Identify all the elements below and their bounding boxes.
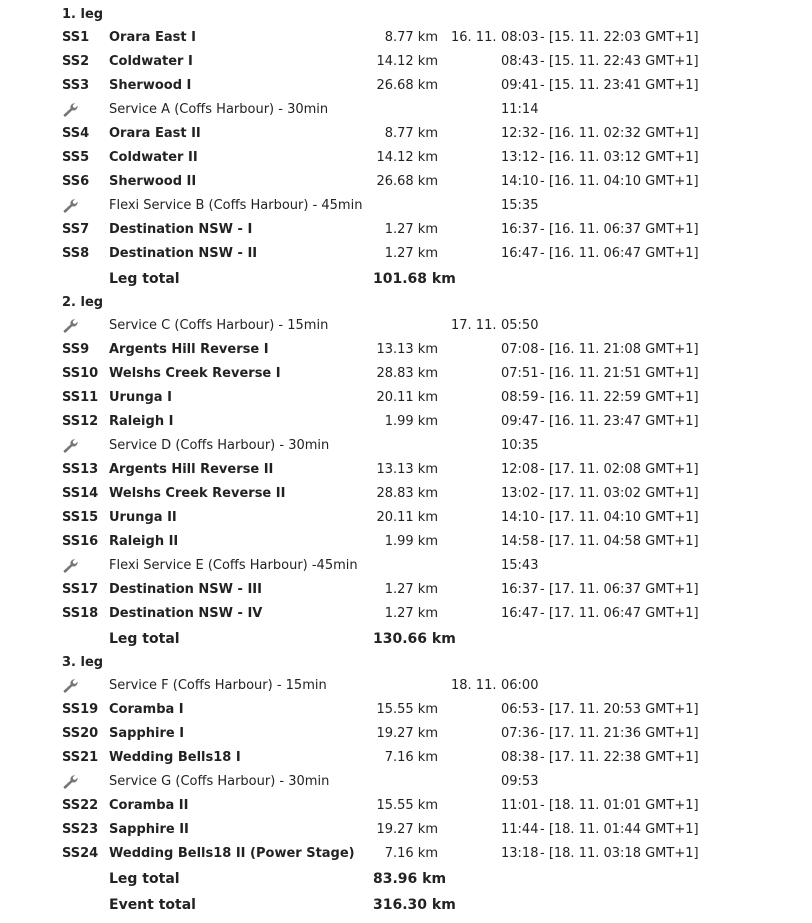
total-value: 83.96 km [373,871,447,887]
stage-distance: 13.13 km [376,342,438,357]
stage-local-time: - [17. 11. 20:53 GMT+1] [540,702,699,717]
stage-local-time: - [16. 11. 21:51 GMT+1] [540,366,699,381]
stage-local-time: - [16. 11. 06:37 GMT+1] [540,222,699,237]
service-time: 09:53 [501,774,539,789]
stage-row [0,794,812,818]
total-value: 316.30 km [373,897,456,913]
stage-code: SS16 [62,534,99,549]
stage-distance: 1.27 km [384,246,438,261]
leg-header [0,652,812,674]
stage-row [0,26,812,50]
service-row [0,674,812,698]
stage-row [0,602,812,626]
stage-date: 16. 11. [451,30,497,45]
leg-total-row [0,626,812,652]
service-time: 06:00 [501,678,539,693]
stage-name: Wedding Bells18 II (Power Stage) [109,846,355,861]
stage-time: 14:10 [501,510,539,525]
stage-row [0,722,812,746]
stage-name: Raleigh II [109,534,179,549]
service-row [0,434,812,458]
service-time: 15:43 [501,558,539,573]
total-label: Leg total [109,271,180,287]
stage-row [0,386,812,410]
stage-local-time: - [18. 11. 01:44 GMT+1] [540,822,699,837]
stage-row [0,506,812,530]
service-time: 05:50 [501,318,539,333]
stage-code: SS21 [62,750,99,765]
service-row [0,770,812,794]
stage-distance: 1.27 km [384,222,438,237]
stage-name: Destination NSW - II [109,246,258,261]
stage-code: SS1 [62,30,90,45]
stage-code: SS19 [62,702,99,717]
service-row [0,98,812,122]
stage-time: 09:47 [501,414,539,429]
stage-name: Urunga II [109,510,177,525]
stage-local-time: - [17. 11. 06:47 GMT+1] [540,606,699,621]
stage-row [0,578,812,602]
stage-local-time: - [15. 11. 22:03 GMT+1] [540,30,699,45]
leg-title: 2. leg [62,295,104,310]
stage-distance: 15.55 km [376,798,438,813]
stage-distance: 26.68 km [376,174,438,189]
stage-name: Wedding Bells18 I [109,750,241,765]
leg-header [0,4,812,26]
total-label: Event total [109,897,196,913]
stage-time: 13:02 [501,486,539,501]
stage-name: Urunga I [109,390,172,405]
stage-code: SS23 [62,822,99,837]
stage-local-time: - [18. 11. 03:18 GMT+1] [540,846,699,861]
stage-distance: 1.27 km [384,606,438,621]
stage-name: Coldwater I [109,54,193,69]
stage-time: 14:10 [501,174,539,189]
stage-name: Coramba I [109,702,184,717]
stage-time: 07:36 [501,726,539,741]
stage-row [0,362,812,386]
stage-code: SS8 [62,246,90,261]
service-time: 11:14 [501,102,539,117]
stage-name: Destination NSW - I [109,222,253,237]
stage-time: 08:38 [501,750,539,765]
stage-local-time: - [16. 11. 23:47 GMT+1] [540,414,699,429]
stage-code: SS14 [62,486,99,501]
stage-local-time: - [16. 11. 21:08 GMT+1] [540,342,699,357]
stage-local-time: - [17. 11. 04:10 GMT+1] [540,510,699,525]
stage-name: Coramba II [109,798,189,813]
stage-name: Sapphire II [109,822,189,837]
wrench-icon [62,678,80,694]
stage-code: SS12 [62,414,99,429]
stage-code: SS6 [62,174,90,189]
stage-time: 08:03 [501,30,539,45]
stage-row [0,410,812,434]
stage-time: 09:41 [501,78,539,93]
stage-time: 12:08 [501,462,539,477]
service-row [0,194,812,218]
total-label: Leg total [109,631,180,647]
stage-code: SS17 [62,582,99,597]
service-name: Service D (Coffs Harbour) - 30min [109,438,330,453]
stage-local-time: - [17. 11. 04:58 GMT+1] [540,534,699,549]
stage-code: SS7 [62,222,90,237]
stage-code: SS11 [62,390,99,405]
stage-distance: 14.12 km [376,54,438,69]
stage-code: SS22 [62,798,99,813]
stage-local-time: - [18. 11. 01:01 GMT+1] [540,798,699,813]
stage-row [0,458,812,482]
stage-time: 08:59 [501,390,539,405]
stage-name: Welshs Creek Reverse I [109,366,281,381]
stage-name: Sherwood I [109,78,192,93]
stage-row [0,170,812,194]
stage-row [0,530,812,554]
wrench-icon [62,318,80,334]
stage-local-time: - [16. 11. 03:12 GMT+1] [540,150,699,165]
stage-code: SS4 [62,126,90,141]
stage-code: SS2 [62,54,90,69]
service-row [0,554,812,578]
stage-time: 13:18 [501,846,539,861]
stage-name: Destination NSW - IV [109,606,263,621]
stage-local-time: - [16. 11. 22:59 GMT+1] [540,390,699,405]
stage-distance: 15.55 km [376,702,438,717]
stage-local-time: - [16. 11. 04:10 GMT+1] [540,174,699,189]
stage-time: 13:12 [501,150,539,165]
service-name: Flexi Service E (Coffs Harbour) -45min [109,558,358,573]
stage-time: 11:01 [501,798,539,813]
stage-code: SS5 [62,150,90,165]
stage-code: SS9 [62,342,90,357]
service-name: Service A (Coffs Harbour) - 30min [109,102,329,117]
stage-distance: 28.83 km [376,366,438,381]
stage-local-time: - [17. 11. 02:08 GMT+1] [540,462,699,477]
stage-row [0,50,812,74]
stage-row [0,218,812,242]
stage-distance: 8.77 km [384,30,438,45]
stage-row [0,146,812,170]
stage-row [0,698,812,722]
stage-row [0,818,812,842]
stage-local-time: - [15. 11. 22:43 GMT+1] [540,54,699,69]
leg-total-row [0,266,812,292]
service-date: 17. 11. [451,318,497,333]
stage-row [0,842,812,866]
stage-row [0,482,812,506]
stage-local-time: - [17. 11. 03:02 GMT+1] [540,486,699,501]
event-total-row [0,892,812,918]
service-time: 15:35 [501,198,539,213]
stage-time: 16:47 [501,606,539,621]
leg-total-row [0,866,812,892]
stage-local-time: - [17. 11. 22:38 GMT+1] [540,750,699,765]
stage-time: 16:37 [501,222,539,237]
stage-row [0,242,812,266]
stage-local-time: - [15. 11. 23:41 GMT+1] [540,78,699,93]
stage-distance: 7.16 km [384,846,438,861]
stage-distance: 1.99 km [384,414,438,429]
stage-code: SS10 [62,366,99,381]
stage-row [0,338,812,362]
service-row [0,314,812,338]
stage-time: 08:43 [501,54,539,69]
stage-distance: 1.27 km [384,582,438,597]
stage-distance: 8.77 km [384,126,438,141]
wrench-icon [62,198,80,214]
stage-code: SS15 [62,510,99,525]
leg-title: 1. leg [62,7,104,22]
stage-name: Orara East I [109,30,196,45]
total-label: Leg total [109,871,180,887]
stage-name: Welshs Creek Reverse II [109,486,286,501]
stage-row [0,746,812,770]
service-name: Service G (Coffs Harbour) - 30min [109,774,330,789]
service-name: Service C (Coffs Harbour) - 15min [109,318,329,333]
stage-name: Raleigh I [109,414,174,429]
stage-code: SS20 [62,726,99,741]
stage-local-time: - [17. 11. 06:37 GMT+1] [540,582,699,597]
stage-distance: 13.13 km [376,462,438,477]
stage-time: 07:51 [501,366,539,381]
stage-distance: 14.12 km [376,150,438,165]
stage-name: Coldwater II [109,150,198,165]
stage-name: Sapphire I [109,726,185,741]
leg-title: 3. leg [62,655,104,670]
stage-distance: 19.27 km [376,726,438,741]
stage-name: Destination NSW - III [109,582,262,597]
wrench-icon [62,438,80,454]
stage-distance: 28.83 km [376,486,438,501]
wrench-icon [62,558,80,574]
wrench-icon [62,102,80,118]
stage-code: SS3 [62,78,90,93]
service-name: Flexi Service B (Coffs Harbour) - 45min [109,198,363,213]
stage-name: Orara East II [109,126,201,141]
stage-row [0,122,812,146]
service-name: Service F (Coffs Harbour) - 15min [109,678,327,693]
stage-local-time: - [16. 11. 02:32 GMT+1] [540,126,699,141]
stage-local-time: - [16. 11. 06:47 GMT+1] [540,246,699,261]
stage-code: SS24 [62,846,99,861]
service-date: 18. 11. [451,678,497,693]
stage-name: Argents Hill Reverse II [109,462,274,477]
stage-distance: 7.16 km [384,750,438,765]
stage-distance: 20.11 km [376,390,438,405]
stage-time: 16:37 [501,582,539,597]
service-time: 10:35 [501,438,539,453]
total-value: 101.68 km [373,271,456,287]
stage-code: SS13 [62,462,99,477]
stage-distance: 26.68 km [376,78,438,93]
stage-time: 11:44 [501,822,539,837]
stage-name: Sherwood II [109,174,197,189]
stage-time: 06:53 [501,702,539,717]
total-value: 130.66 km [373,631,456,647]
stage-distance: 19.27 km [376,822,438,837]
leg-header [0,292,812,314]
stage-time: 12:32 [501,126,539,141]
stage-distance: 20.11 km [376,510,438,525]
stage-time: 14:58 [501,534,539,549]
stage-name: Argents Hill Reverse I [109,342,269,357]
stage-distance: 1.99 km [384,534,438,549]
wrench-icon [62,774,80,790]
stage-time: 16:47 [501,246,539,261]
stage-row [0,74,812,98]
stage-local-time: - [17. 11. 21:36 GMT+1] [540,726,699,741]
stage-code: SS18 [62,606,99,621]
stage-time: 07:08 [501,342,539,357]
